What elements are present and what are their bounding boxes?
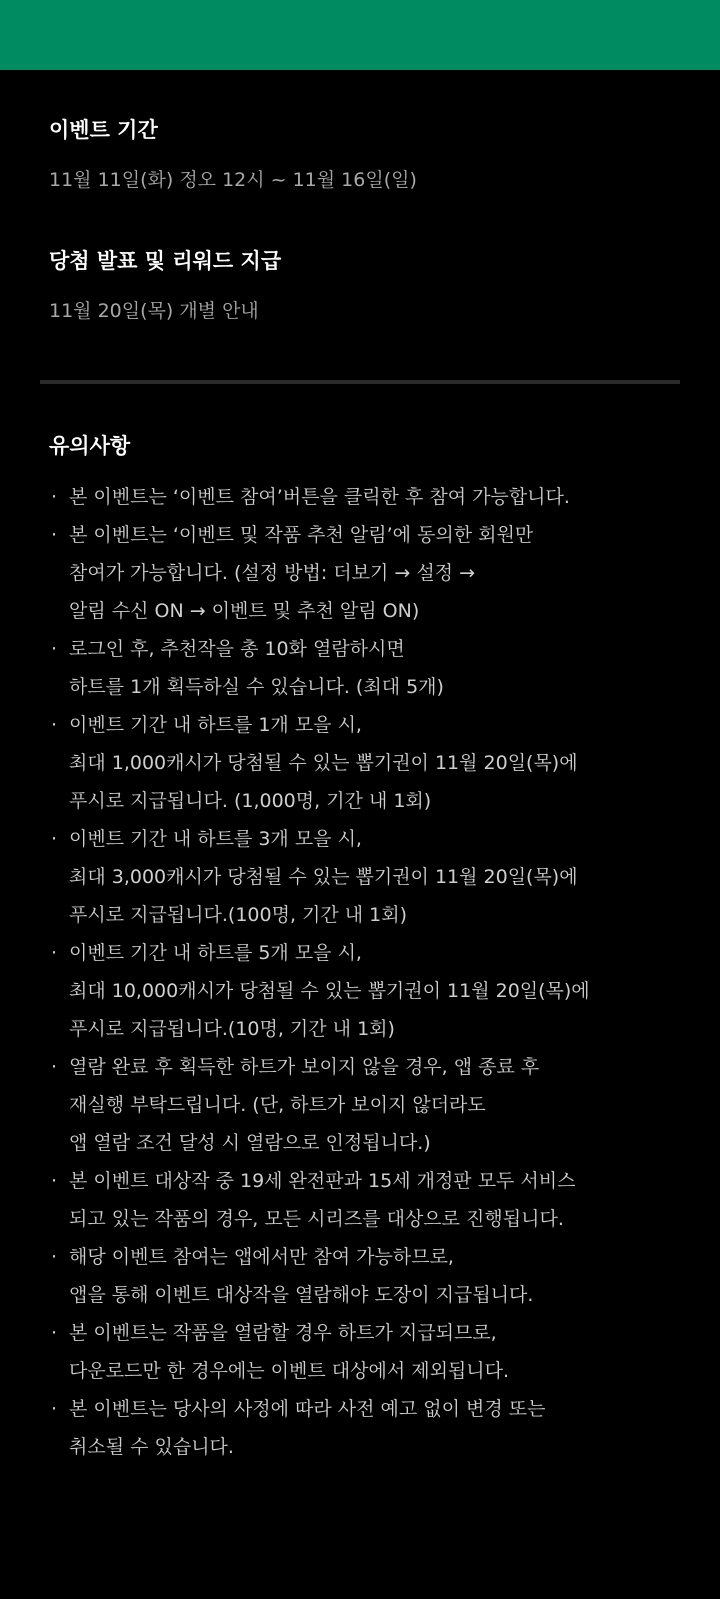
- notice-line: 하트를 1개 획득하실 수 있습니다. (최대 5개): [69, 676, 444, 698]
- announcement-title: 당첨 발표 및 리워드 지급: [49, 249, 282, 273]
- notice-item: [0, 516, 720, 630]
- notice-line: 재실행 부탁드립니다. (단, 하트가 보이지 않더라도: [69, 1094, 486, 1116]
- bullet-icon: ·: [50, 828, 58, 850]
- bullet-icon: ·: [50, 942, 58, 964]
- notice-line: 알림 수신 ON → 이벤트 및 추천 알림 ON): [69, 600, 420, 622]
- notice-line: 본 이벤트는 당사의 사정에 따라 사전 예고 없이 변경 또는: [69, 1398, 546, 1420]
- bullet-icon: ·: [50, 524, 58, 546]
- notice-line: 이벤트 기간 내 하트를 3개 모을 시,: [69, 828, 362, 850]
- notice-item: [0, 478, 720, 516]
- bullet-icon: ·: [50, 714, 58, 736]
- notice-item: [0, 1162, 720, 1238]
- notice-line: 본 이벤트 대상작 중 19세 완전판과 15세 개정판 모두 서비스: [69, 1170, 576, 1192]
- notice-line: 푸시로 지급됩니다. (1,000명, 기간 내 1회): [69, 790, 432, 812]
- header-bar: [0, 0, 720, 70]
- notice-item: [0, 934, 720, 1048]
- notice-line: 되고 있는 작품의 경우, 모든 시리즈를 대상으로 진행됩니다.: [69, 1208, 564, 1230]
- bullet-icon: ·: [50, 1056, 58, 1078]
- notice-item: [0, 1390, 720, 1466]
- notice-line: 본 이벤트는 ‘이벤트 및 작품 추천 알림’에 동의한 회원만: [69, 524, 534, 546]
- notice-line: 참여가 가능합니다. (설정 방법: 더보기 → 설정 →: [69, 562, 475, 584]
- notice-item: [0, 1314, 720, 1390]
- notice-line: 해당 이벤트 참여는 앱에서만 참여 가능하므로,: [69, 1246, 454, 1268]
- notice-line: 최대 3,000캐시가 당첨될 수 있는 뽑기권이 11월 20일(목)에: [69, 866, 578, 888]
- notice-line: 최대 1,000캐시가 당첨될 수 있는 뽑기권이 11월 20일(목)에: [69, 752, 578, 774]
- bullet-icon: ·: [50, 638, 58, 660]
- announcement-text: 11월 20일(목) 개별 안내: [49, 300, 259, 322]
- section-divider: [40, 380, 680, 384]
- bullet-icon: ·: [50, 1170, 58, 1192]
- bullet-icon: ·: [50, 1398, 58, 1420]
- notice-line: 푸시로 지급됩니다.(10명, 기간 내 1회): [69, 1018, 395, 1040]
- notice-line: 취소될 수 있습니다.: [69, 1436, 234, 1458]
- notice-line: 푸시로 지급됩니다.(100명, 기간 내 1회): [69, 904, 408, 926]
- notice-line: 본 이벤트는 작품을 열람할 경우 하트가 지급되므로,: [69, 1322, 497, 1344]
- notices-list: [0, 478, 720, 1466]
- notices-title: 유의사항: [49, 434, 131, 458]
- notice-line: 이벤트 기간 내 하트를 5개 모을 시,: [69, 942, 362, 964]
- notice-line: 최대 10,000캐시가 당첨될 수 있는 뽑기권이 11월 20일(목)에: [69, 980, 590, 1002]
- notice-line: 앱을 통해 이벤트 대상작을 열람해야 도장이 지급됩니다.: [69, 1284, 534, 1306]
- notice-item: [0, 630, 720, 706]
- notice-line: 이벤트 기간 내 하트를 1개 모을 시,: [69, 714, 362, 736]
- notice-item: [0, 1048, 720, 1162]
- event-period-title: 이벤트 기간: [49, 118, 158, 142]
- bullet-icon: ·: [50, 1246, 58, 1268]
- notice-line: 앱 열람 조건 달성 시 열람으로 인정됩니다.): [69, 1132, 431, 1154]
- notice-line: 열람 완료 후 획득한 하트가 보이지 않을 경우, 앱 종료 후: [69, 1056, 540, 1078]
- notice-line: 본 이벤트는 ‘이벤트 참여’버튼을 클릭한 후 참여 가능합니다.: [69, 486, 570, 508]
- notice-item: [0, 820, 720, 934]
- bullet-icon: ·: [50, 1322, 58, 1344]
- bullet-icon: ·: [50, 486, 58, 508]
- notice-item: [0, 706, 720, 820]
- notice-line: 로그인 후, 추천작을 총 10화 열람하시면: [69, 638, 405, 660]
- notice-line: 다운로드만 한 경우에는 이벤트 대상에서 제외됩니다.: [69, 1360, 510, 1382]
- event-period-text: 11월 11일(화) 정오 12시 ~ 11월 16일(일): [49, 169, 417, 191]
- notice-item: [0, 1238, 720, 1314]
